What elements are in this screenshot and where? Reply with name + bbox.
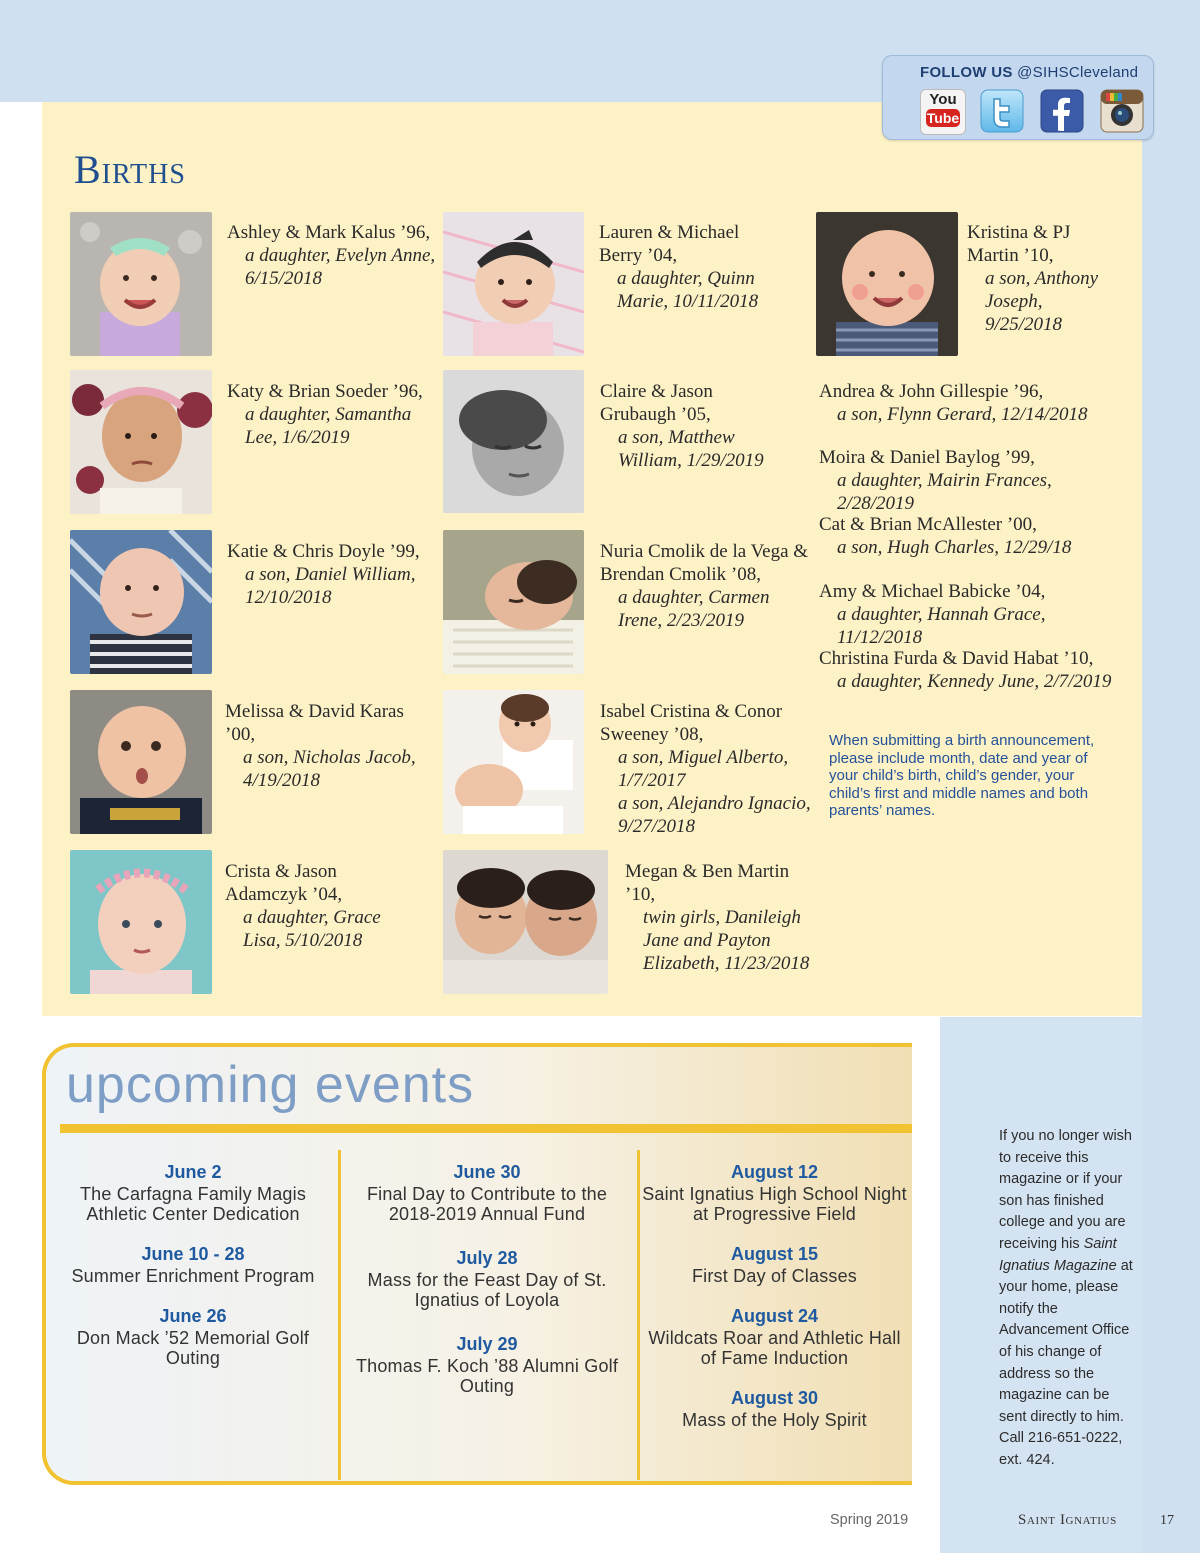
event-item [344, 1160, 630, 1224]
child-details: a daughter, Carmen Irene, 2/23/2019 [618, 587, 770, 631]
event-title: The Carfagna Family Magis Athletic Center Dedication [79, 1184, 307, 1224]
event-date: July 28 [456, 1248, 518, 1268]
event-item [344, 1332, 630, 1396]
magazine-name-italic: Saint Ignatius Magazine [999, 1235, 1117, 1274]
child-details: a daughter, Quinn Marie, 10/11/2018 [617, 268, 759, 312]
event-title: First Day of Classes [691, 1266, 858, 1286]
baby-photo [70, 212, 212, 356]
baby-photo [443, 530, 584, 674]
child-details: a daughter, Kennedy June, 2/7/2019 [837, 671, 1112, 692]
child-details: twin girls, Danileigh Jane and Payton Elizabeth, 11/23/2018 [643, 907, 810, 974]
event-item [642, 1304, 907, 1368]
child-details: a son, Flynn Gerard, 12/14/2018 [837, 404, 1088, 425]
event-date: June 26 [159, 1306, 227, 1326]
birth-entry [625, 860, 810, 975]
parent-names: Cat & Brian McAllester ’00, [819, 514, 1037, 535]
birth-entry [225, 860, 415, 952]
child-details: a daughter, Samantha Lee, 1/6/2019 [245, 404, 412, 448]
event-title: Final Day to Contribute to the 2018-2019 Annual Fund [366, 1184, 608, 1224]
issue-season: Spring 2019 [830, 1512, 909, 1528]
birth-entry [227, 380, 427, 449]
parent-names: Kristina & PJ Martin ’10, [967, 222, 1071, 266]
child-details: a daughter, Grace Lisa, 5/10/2018 [243, 907, 381, 951]
event-title: Summer Enrichment Program [71, 1266, 315, 1286]
child-details: a son, Alejandro Ignacio, 9/27/2018 [618, 793, 811, 837]
event-title: Mass for the Feast Day of St. Ignatius of Loyola [367, 1270, 607, 1310]
child-details: a son, Matthew William, 1/29/2019 [618, 427, 764, 471]
event-title: Mass of the Holy Spirit [682, 1410, 867, 1430]
event-date: June 30 [453, 1162, 521, 1182]
baby-photo [443, 370, 584, 513]
event-date: August 15 [730, 1244, 818, 1264]
parent-names: Ashley & Mark Kalus ’96, [227, 222, 431, 243]
parent-names: Katy & Brian Soeder ’96, [227, 381, 423, 402]
page-number: 17 [1160, 1513, 1174, 1528]
social-handle[interactable]: @SIHSCleveland [1017, 64, 1139, 81]
event-item [344, 1246, 630, 1310]
birth-entry [819, 513, 1124, 559]
event-item [642, 1160, 907, 1224]
parent-names: Moira & Daniel Baylog ’99, [819, 447, 1035, 468]
birth-entry [600, 380, 775, 472]
magazine-name: Saint Ignatius [1018, 1512, 1117, 1528]
parent-names: Andrea & John Gillespie ’96, [819, 381, 1044, 402]
baby-photo [443, 212, 584, 356]
event-title: Don Mack ’52 Memorial Golf Outing [76, 1328, 310, 1368]
child-details: a son, Anthony Joseph, 9/25/2018 [985, 268, 1099, 335]
event-title: Thomas F. Koch ’88 Alumni Golf Outing [355, 1356, 619, 1396]
baby-photo [70, 370, 212, 514]
parent-names: Nuria Cmolik de la Vega & Brendan Cmolik ’08, [600, 541, 809, 585]
parent-names: Claire & Jason Grubaugh ’05, [600, 381, 713, 425]
baby-photo [443, 690, 584, 834]
parent-names: Crista & Jason Adamczyk ’04, [225, 861, 343, 905]
facebook-icon[interactable] [1040, 89, 1084, 133]
parent-names: Amy & Michael Babicke ’04, [819, 581, 1046, 602]
instagram-icon[interactable] [1100, 89, 1144, 133]
events-header-rule [60, 1124, 912, 1133]
parent-names: Christina Furda & David Habat ’10, [819, 648, 1094, 669]
column-divider [637, 1150, 640, 1480]
right-band [1142, 102, 1200, 1553]
birth-entry [967, 221, 1117, 336]
birth-entry [225, 700, 435, 792]
event-item [642, 1242, 907, 1286]
event-date: June 10 - 28 [141, 1244, 245, 1264]
event-title: Wildcats Roar and Athletic Hall of Fame Induction [648, 1328, 901, 1368]
event-date: August 30 [730, 1388, 818, 1408]
events-column [642, 1160, 907, 1444]
birth-entry [227, 540, 427, 609]
birth-entry [819, 647, 1124, 693]
event-item [50, 1304, 336, 1368]
child-details: a daughter, Evelyn Anne, 6/15/2018 [245, 245, 436, 289]
child-details: a daughter, Mairin Frances, 2/28/2019 [837, 470, 1052, 514]
birth-entry [227, 221, 437, 290]
child-details: a son, Nicholas Jacob, 4/19/2018 [243, 747, 416, 791]
follow-us-label: FOLLOW US @SIHSCleveland [920, 64, 1139, 81]
event-item [50, 1242, 336, 1286]
events-column [344, 1160, 630, 1410]
child-details: a son, Hugh Charles, 12/29/18 [837, 537, 1072, 558]
event-item [50, 1160, 336, 1224]
parent-names: Megan & Ben Martin ’10, [625, 861, 790, 905]
baby-photo [816, 212, 958, 356]
event-title: Saint Ignatius High School Night at Progressive Field [642, 1184, 907, 1224]
birth-entry [600, 540, 810, 632]
baby-photo [70, 850, 212, 994]
twitter-icon[interactable] [980, 89, 1024, 133]
parent-names: Isabel Cristina & Conor Sweeney ’08, [600, 701, 783, 745]
events-column [50, 1160, 336, 1382]
column-divider [338, 1150, 341, 1480]
baby-photo [70, 690, 212, 834]
child-details: a son, Daniel William, 12/10/2018 [245, 564, 416, 608]
parent-names: Lauren & Michael Berry ’04, [599, 222, 740, 266]
birth-entry [819, 580, 1124, 649]
baby-photo [443, 850, 608, 994]
subscription-notice: If you no longer wish to receive this magazine or if your son has finished college and you are receiving his Saint Ignatius Magazine at your home, please notify the Advancement Office of his change of address so the magazine can be sent directly to him. Call 216-651-0222, ext. 424. [999, 1128, 1133, 1468]
births-title: Births [74, 147, 186, 192]
birth-entry [819, 380, 1124, 426]
child-details: a daughter, Hannah Grace, 11/12/2018 [837, 604, 1046, 648]
event-date: August 12 [730, 1162, 818, 1182]
event-item [642, 1386, 907, 1430]
birth-entry [599, 221, 769, 313]
parent-names: Melissa & David Karas ’00, [225, 701, 404, 745]
submission-note: When submitting a birth announcement, please include month, date and year of your child’s birth, child’s gender, your child’s first and middle names and both parents’ names. [829, 732, 1095, 820]
birth-entry [819, 446, 1124, 515]
birth-entry [600, 700, 812, 838]
parent-names: Katie & Chris Doyle ’99, [227, 541, 420, 562]
child-details: a son, Miguel Alberto, 1/7/2017 [618, 747, 789, 791]
baby-photo [70, 530, 212, 674]
event-date: June 2 [164, 1162, 222, 1182]
event-date: July 29 [456, 1334, 518, 1354]
events-title: upcoming events [66, 1056, 475, 1114]
event-date: August 24 [730, 1306, 818, 1326]
youtube-icon[interactable]: You Tube [920, 89, 966, 135]
